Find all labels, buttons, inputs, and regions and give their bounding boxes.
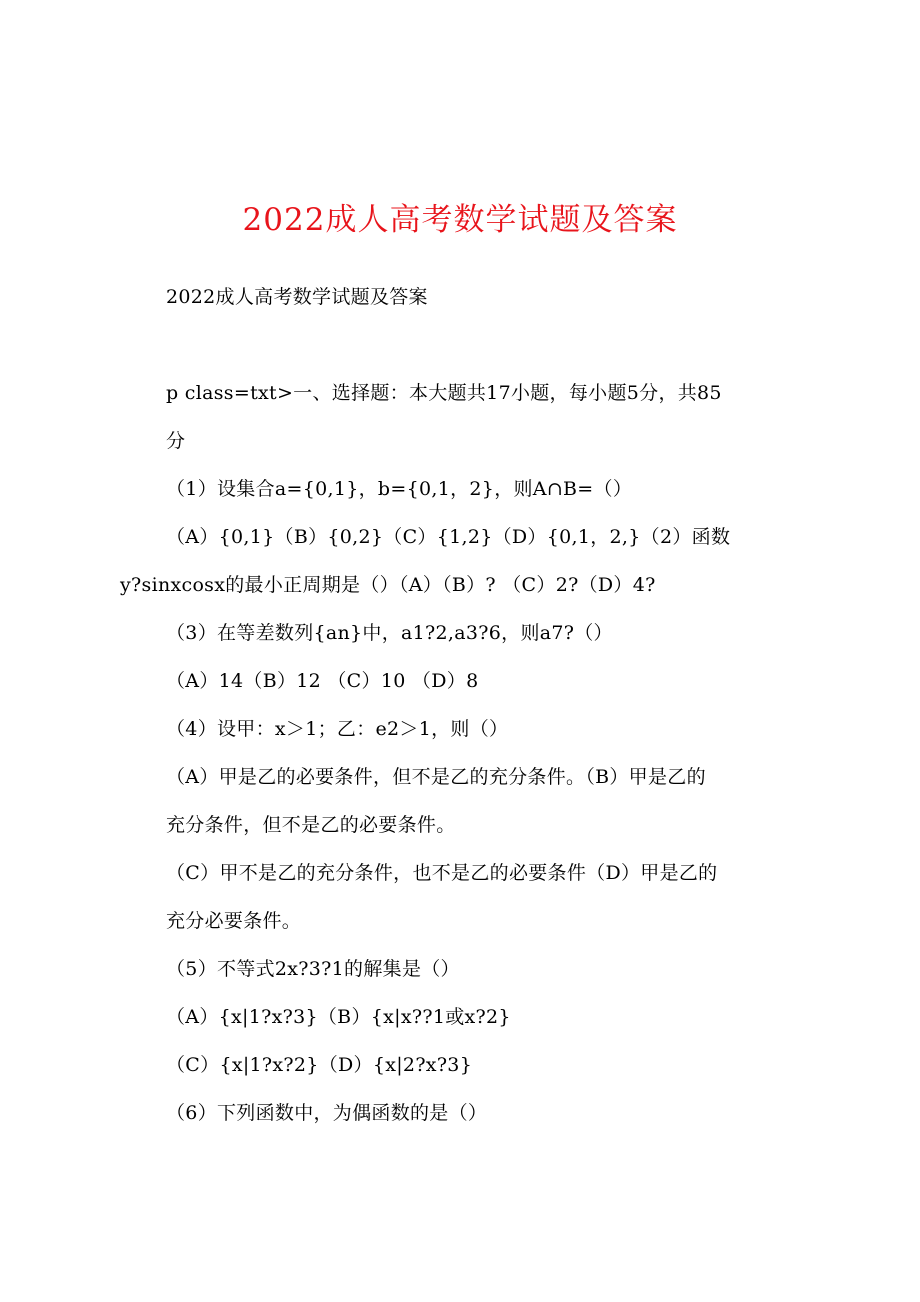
- text-line: y?sinxcosx的最小正周期是（）（A）（B）? （C）2?（D）4?: [120, 574, 656, 596]
- text-line: 分: [166, 430, 186, 452]
- text-line: （3）在等差数列{an}中，a1?2,a3?6，则a7?（）: [166, 622, 613, 644]
- text-line: （C）{x|1?x?2}（D）{x|2?x?3}: [166, 1054, 473, 1076]
- document-title: 2022成人高考数学试题及答案: [242, 202, 678, 238]
- text-line: （A）14（B）12 （C）10 （D）8: [166, 670, 479, 692]
- text-line: （4）设甲：x＞1；乙：e2＞1，则（）: [166, 718, 509, 740]
- text-line: （A）{0,1}（B）{0,2}（C）{1,2}（D）{0,1，2,}（2）函数: [166, 526, 731, 548]
- text-line: （C）甲不是乙的充分条件，也不是乙的必要条件（D）甲是乙的: [166, 862, 718, 884]
- text-line: （5）不等式2x?3?1的解集是（）: [166, 958, 460, 980]
- text-line: （6）下列函数中，为偶函数的是（）: [166, 1102, 488, 1124]
- text-line: （1）设集合a={0,1}，b={0,1，2}，则A∩B=（）: [166, 478, 633, 500]
- text-line: （A）甲是乙的必要条件，但不是乙的充分条件。（B）甲是乙的: [166, 766, 706, 788]
- text-line: （A）{x|1?x?3}（B）{x|x??1或x?2}: [166, 1006, 511, 1028]
- document-subtitle: 2022成人高考数学试题及答案: [166, 286, 428, 308]
- text-line: 充分条件，但不是乙的必要条件。: [166, 814, 456, 836]
- text-line: p class=txt>一、选择题：本大题共17小题，每小题5分，共85: [166, 382, 722, 404]
- text-line: 充分必要条件。: [166, 910, 302, 932]
